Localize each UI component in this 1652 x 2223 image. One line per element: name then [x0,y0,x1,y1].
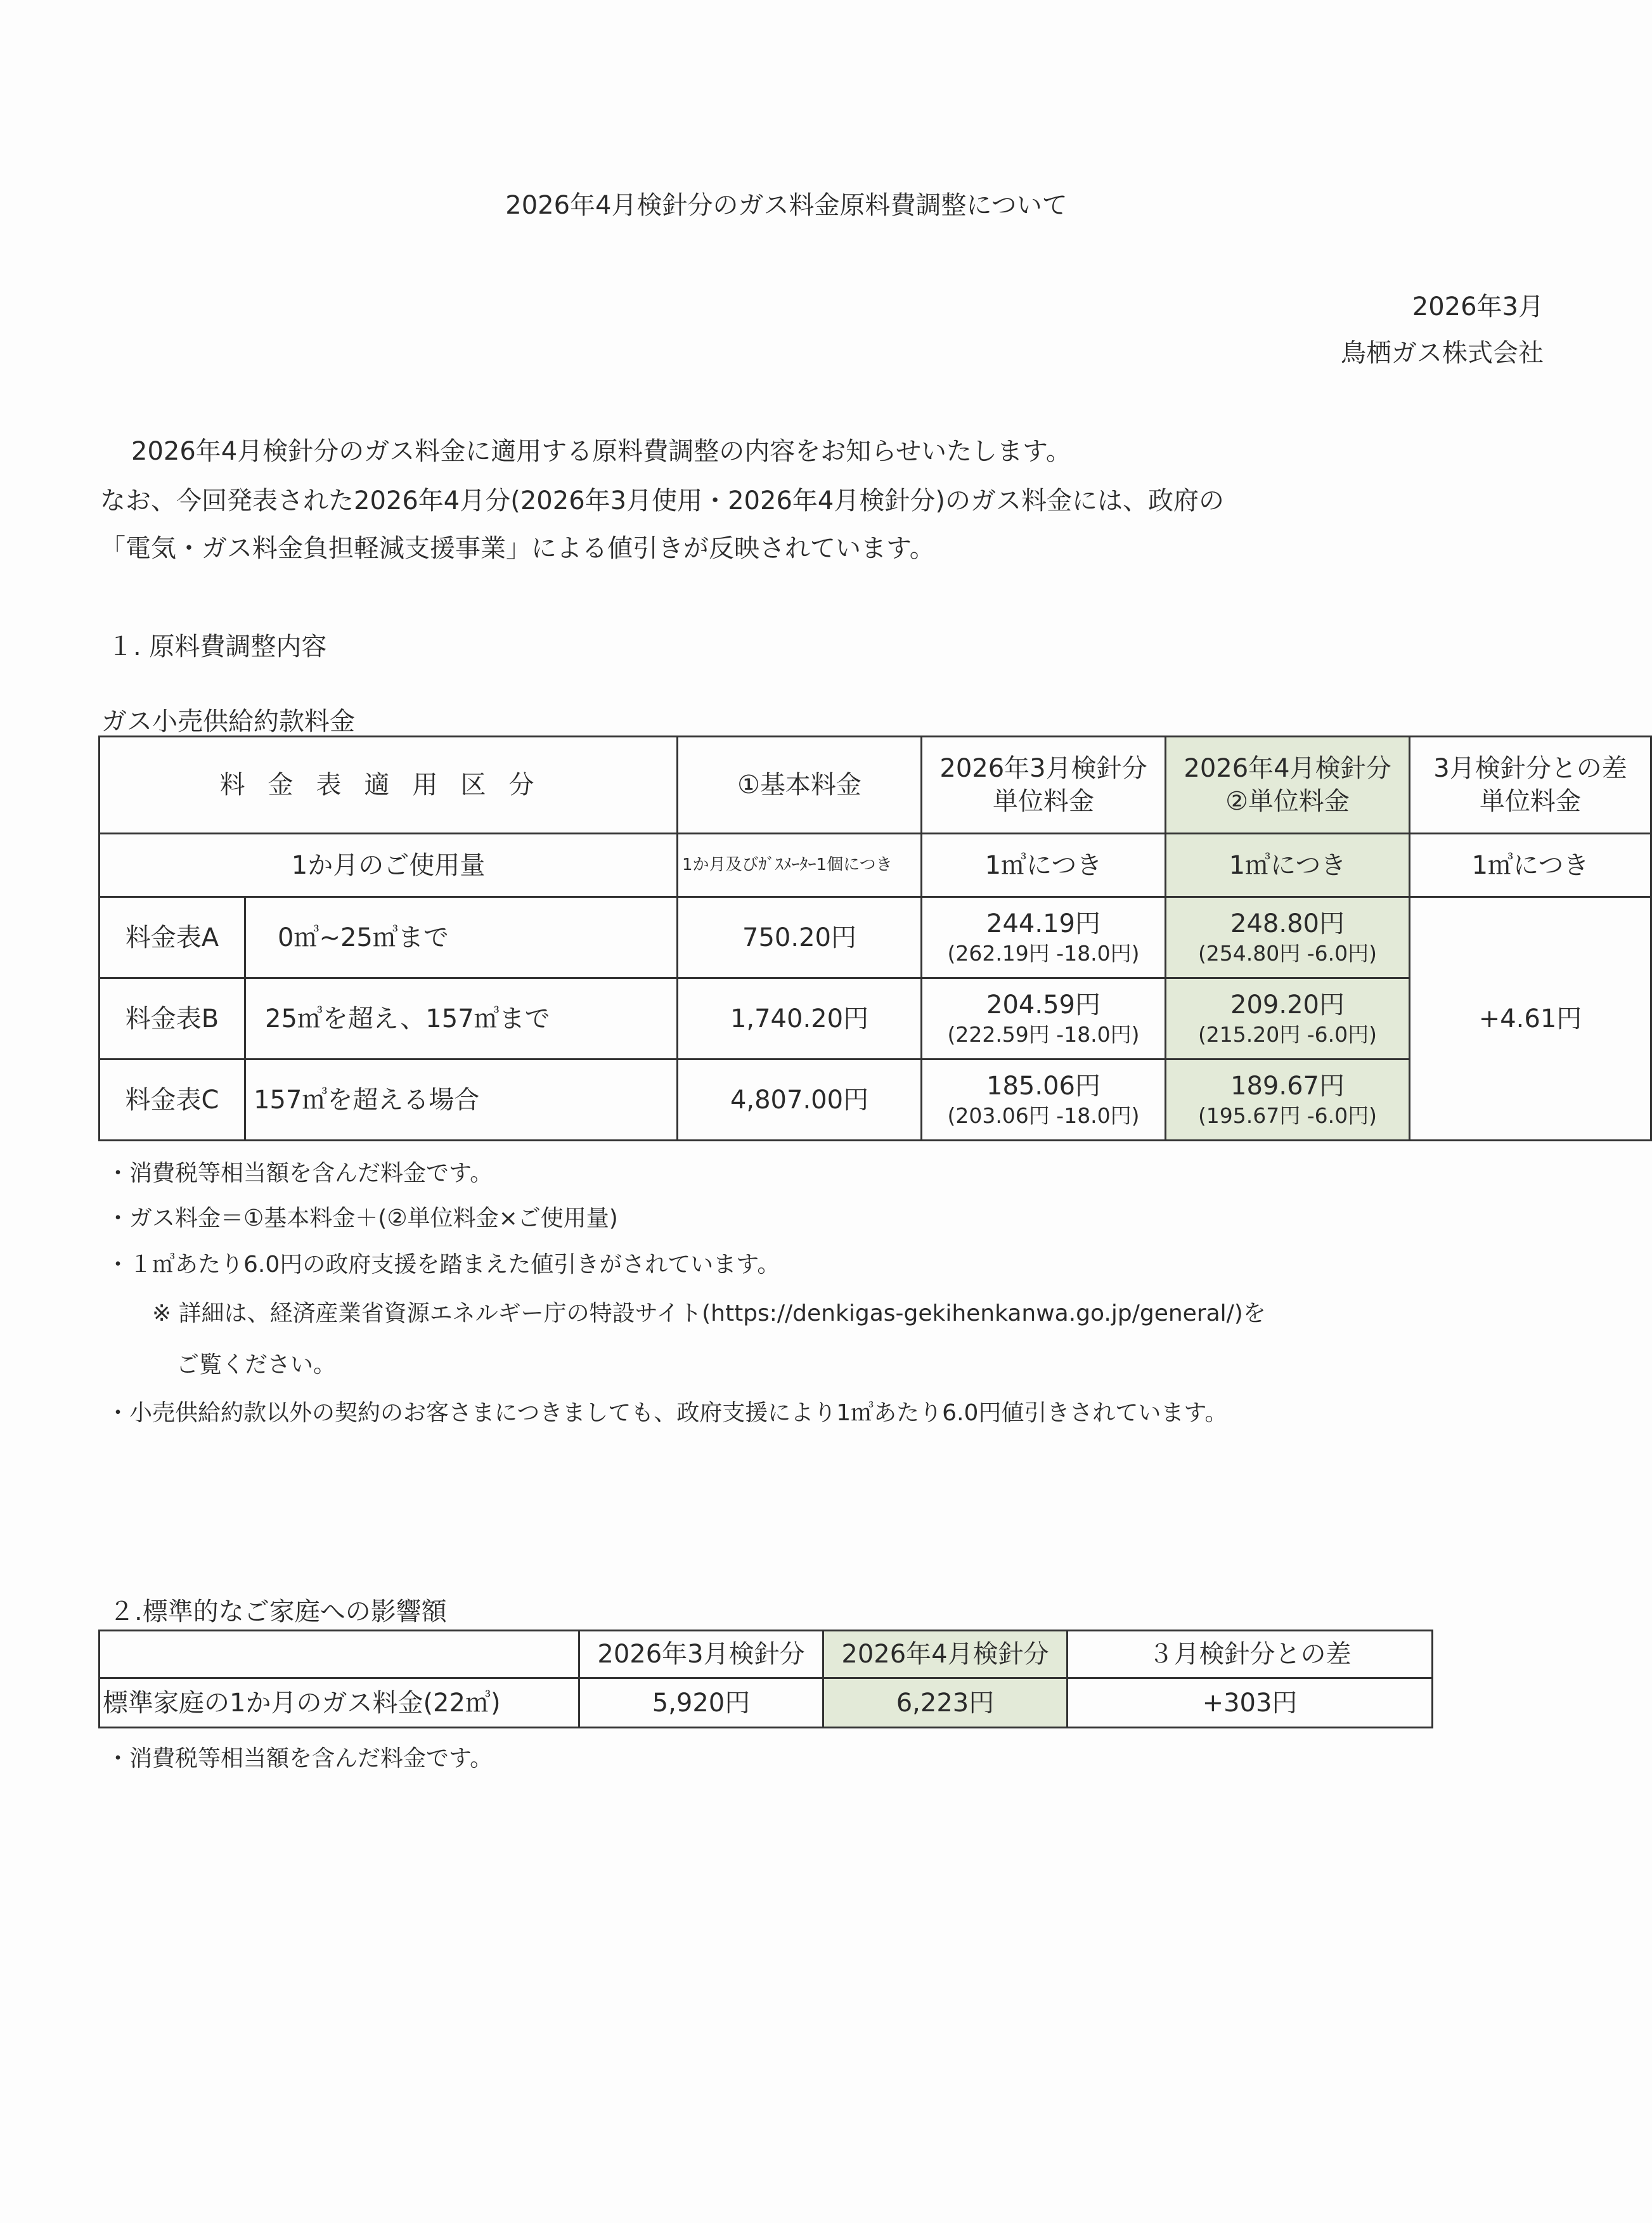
note-detail: ※ 詳細は、経済産業省資源エネルギー庁の特設サイト(https://denkigas-gekihenkanwa.go.jp/general/)を [152,1300,1266,1326]
intro-line-2: なお、今回発表された2026年4月分(2026年3月使用・2026年4月検針分)のガス料金には、政府の [100,486,1224,515]
rate-name: 料金表B [100,978,245,1060]
header-march: 2026年3月検針分 単位料金 [922,737,1166,834]
household-march: 5,920円 [579,1678,823,1728]
header-diff: ３月検針分との差 [1068,1631,1433,1678]
basic-fee: 750.20円 [678,897,922,978]
usage-row [100,834,1651,897]
issue-date: 2026年3月 [1412,292,1544,321]
diff-unit: 1㎥につき [1410,834,1651,897]
intro-line-1: 2026年4月検針分のガス料金に適用する原料費調整の内容をお知らせいたします。 [131,437,1071,466]
basic-unit: 1か月及びｶﾞｽﾒｰﾀｰ1個につき [678,834,922,897]
household-april: 6,223円 [823,1678,1068,1728]
note-tax: ・消費税等相当額を含んだ料金です。 [106,1160,493,1186]
rate-range: 0㎥~25㎥まで [245,897,678,978]
march-price: 204.59円 (222.59円 -18.0円) [922,978,1166,1060]
header-march: 2026年3月検針分 [579,1631,823,1678]
note-other-contracts: ・小売供給約款以外の契約のお客さまにつきましても、政府支援により1㎥あたり6.0円値引きされています。 [106,1400,1228,1426]
rate-name: 料金表A [100,897,245,978]
note-tax-2: ・消費税等相当額を含んだ料金です。 [106,1746,493,1772]
diff-value: +4.61円 [1410,897,1651,1141]
march-unit: 1㎥につき [922,834,1166,897]
intro-line-3: 「電気・ガス料金負担軽減支援事業」による値引きが反映されています。 [100,534,935,563]
header-april: 2026年4月検針分 [823,1631,1068,1678]
household-table-header [100,1631,1433,1678]
household-table [98,1630,1433,1728]
note-discount: ・１㎥あたり6.0円の政府支援を踏まえた値引きがされています。 [106,1252,780,1278]
household-label: 標準家庭の1か月のガス料金(22㎥) [100,1678,579,1728]
april-price: 209.20円 (215.20円 -6.0円) [1166,978,1410,1060]
rate-range: 25㎥を超え、157㎥まで [245,978,678,1060]
header-category: 料金表適用区分 [100,737,678,834]
header-blank [100,1631,579,1678]
header-basic-fee: ①基本料金 [678,737,922,834]
table-row [100,897,1651,978]
header-diff: 3月検針分との差 単位料金 [1410,737,1651,834]
note-detail-cont: ご覧ください。 [176,1352,337,1378]
basic-fee: 4,807.00円 [678,1060,922,1141]
company-name: 鳥栖ガス株式会社 [1341,339,1544,368]
section2-heading: ２.標準的なご家庭への影響額 [109,1597,447,1626]
march-price: 244.19円 (262.19円 -18.0円) [922,897,1166,978]
section1-heading: １. 原料費調整内容 [108,632,327,661]
usage-label: 1か月のご使用量 [100,834,678,897]
basic-fee: 1,740.20円 [678,978,922,1060]
april-price: 189.67円 (195.67円 -6.0円) [1166,1060,1410,1141]
table-row [100,1678,1433,1728]
note-formula: ・ガス料金＝①基本料金＋(②単位料金×ご使用量) [106,1205,618,1231]
rate-range: 157㎥を超える場合 [245,1060,678,1141]
april-unit: 1㎥につき [1166,834,1410,897]
header-april: 2026年4月検針分 ②単位料金 [1166,737,1410,834]
april-price: 248.80円 (254.80円 -6.0円) [1166,897,1410,978]
household-diff: +303円 [1068,1678,1433,1728]
rate-table-header [100,737,1651,834]
rate-name: 料金表C [100,1060,245,1141]
document-title: 2026年4月検針分のガス料金原料費調整について [505,191,1068,220]
table1-caption: ガス小売供給約款料金 [101,707,355,736]
rate-table [98,736,1652,1141]
march-price: 185.06円 (203.06円 -18.0円) [922,1060,1166,1141]
